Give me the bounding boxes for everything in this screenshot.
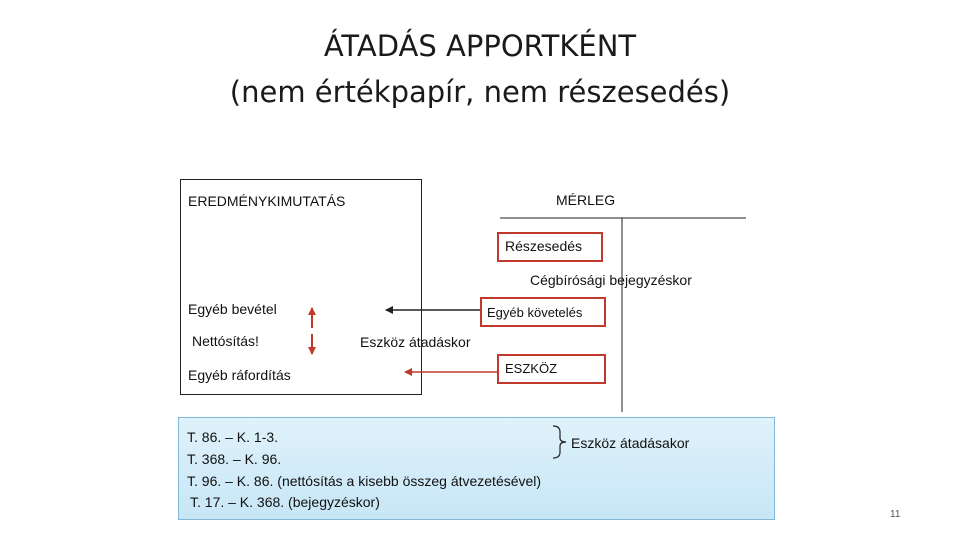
page-title-line-1: ÁTADÁS APPORTKÉNT xyxy=(323,29,637,63)
entry-line-2: T. 368. – K. 96. xyxy=(187,451,282,467)
participation-label: Részesedés xyxy=(505,238,583,254)
other-income-label: Egyéb bevétel xyxy=(188,301,277,317)
brace-label: Eszköz átadásakor xyxy=(571,435,690,451)
entry-line-3: T. 96. – K. 86. (nettósítás a kisebb összeg átvezetésével) xyxy=(187,473,542,489)
curly-brace-icon xyxy=(553,426,566,458)
asset-label: ESZKÖZ xyxy=(505,361,558,376)
entry-line-1: T. 86. – K. 1-3. xyxy=(187,429,279,445)
entry-line-4: T. 17. – K. 368. (bejegyzéskor) xyxy=(190,494,380,510)
balance-sheet-heading: MÉRLEG xyxy=(556,192,616,208)
other-receivable-label: Egyéb követelés xyxy=(487,305,583,320)
asset-transfer-label: Eszköz átadáskor xyxy=(360,334,471,350)
page-number: 11 xyxy=(890,509,901,520)
other-expense-label: Egyéb ráfordítás xyxy=(188,367,291,383)
income-statement-heading: EREDMÉNYKIMUTATÁS xyxy=(188,193,346,209)
netting-label: Nettósítás! xyxy=(192,333,259,349)
page-title-line-2: (nem értékpapír, nem részesedés) xyxy=(229,75,731,109)
court-registration-label: Cégbírósági bejegyzéskor xyxy=(530,272,692,288)
